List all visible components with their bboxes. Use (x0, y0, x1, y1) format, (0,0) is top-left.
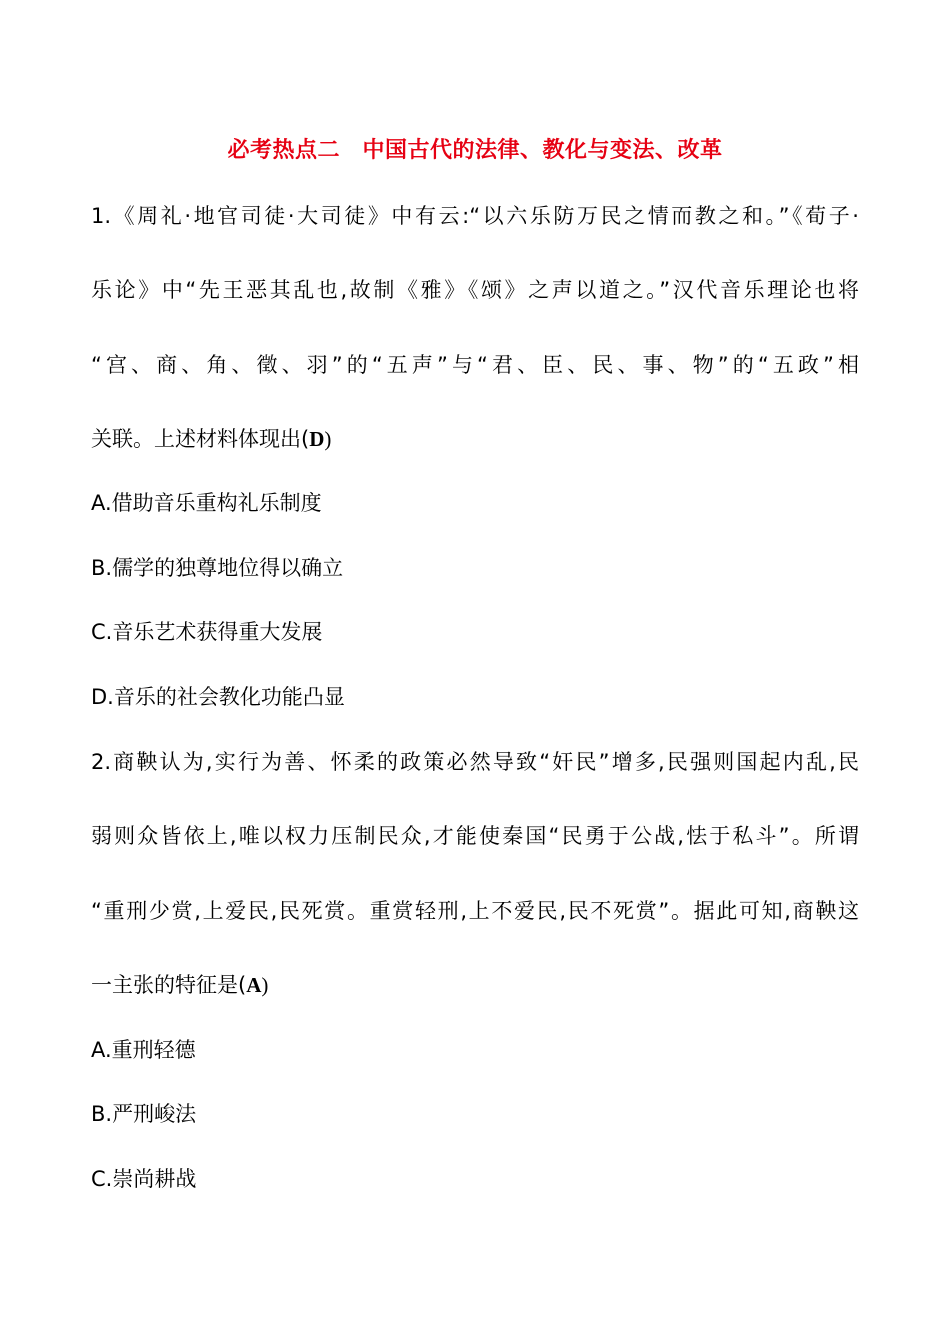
q1-stem-text: 关联。上述材料体现出( (91, 427, 310, 451)
q1-stem-line-1: 1.《周礼·地官司徒·大司徒》中有云:“以六乐防万民之情而教之和。”《荀子· (91, 204, 859, 228)
q2-answer: A (246, 973, 262, 997)
q2-stem-line-3: “重刑少赏,上爱民,民死赏。重赏轻刑,上不爱民,民不死赏”。据此可知,商鞅这 (91, 899, 859, 923)
q1-stem-line-3: “宫、商、角、徵、羽”的“五声”与“君、臣、民、事、物”的“五政”相 (91, 353, 859, 377)
section-title: 必考热点二 中国古代的法律、教化与变法、改革 (227, 138, 723, 163)
q1-answer: D (309, 427, 325, 451)
q1-stem-line-2: 乐论》中“先王恶其乱也,故制《雅》《颂》之声以道之。”汉代音乐理论也将 (91, 278, 859, 302)
q1-option-d: D.音乐的社会教化功能凸显 (91, 685, 345, 709)
q2-option-a: A.重刑轻德 (91, 1038, 196, 1062)
q1-stem-line-4 (91, 424, 331, 454)
q2-stem-line-1: 2.商鞅认为,实行为善、怀柔的政策必然导致“奸民”增多,民强则国起内乱,民 (91, 750, 859, 774)
q1-option-a: A.借助音乐重构礼乐制度 (91, 491, 322, 515)
q2-option-b: B.严刑峻法 (91, 1102, 197, 1126)
q1-answer-close: ) (324, 427, 332, 451)
q1-option-c: C.音乐艺术获得重大发展 (91, 620, 323, 644)
q1-option-b: B.儒学的独尊地位得以确立 (91, 556, 344, 580)
q2-stem-line-4 (91, 970, 268, 1000)
q2-stem-line-2: 弱则众皆依上,唯以权力压制民众,才能使秦国“民勇于公战,怯于私斗”。所谓 (91, 824, 859, 848)
q2-answer-close: ) (261, 973, 269, 997)
q2-stem-text: 一主张的特征是( (91, 973, 247, 997)
q2-option-c: C.崇尚耕战 (91, 1167, 197, 1191)
